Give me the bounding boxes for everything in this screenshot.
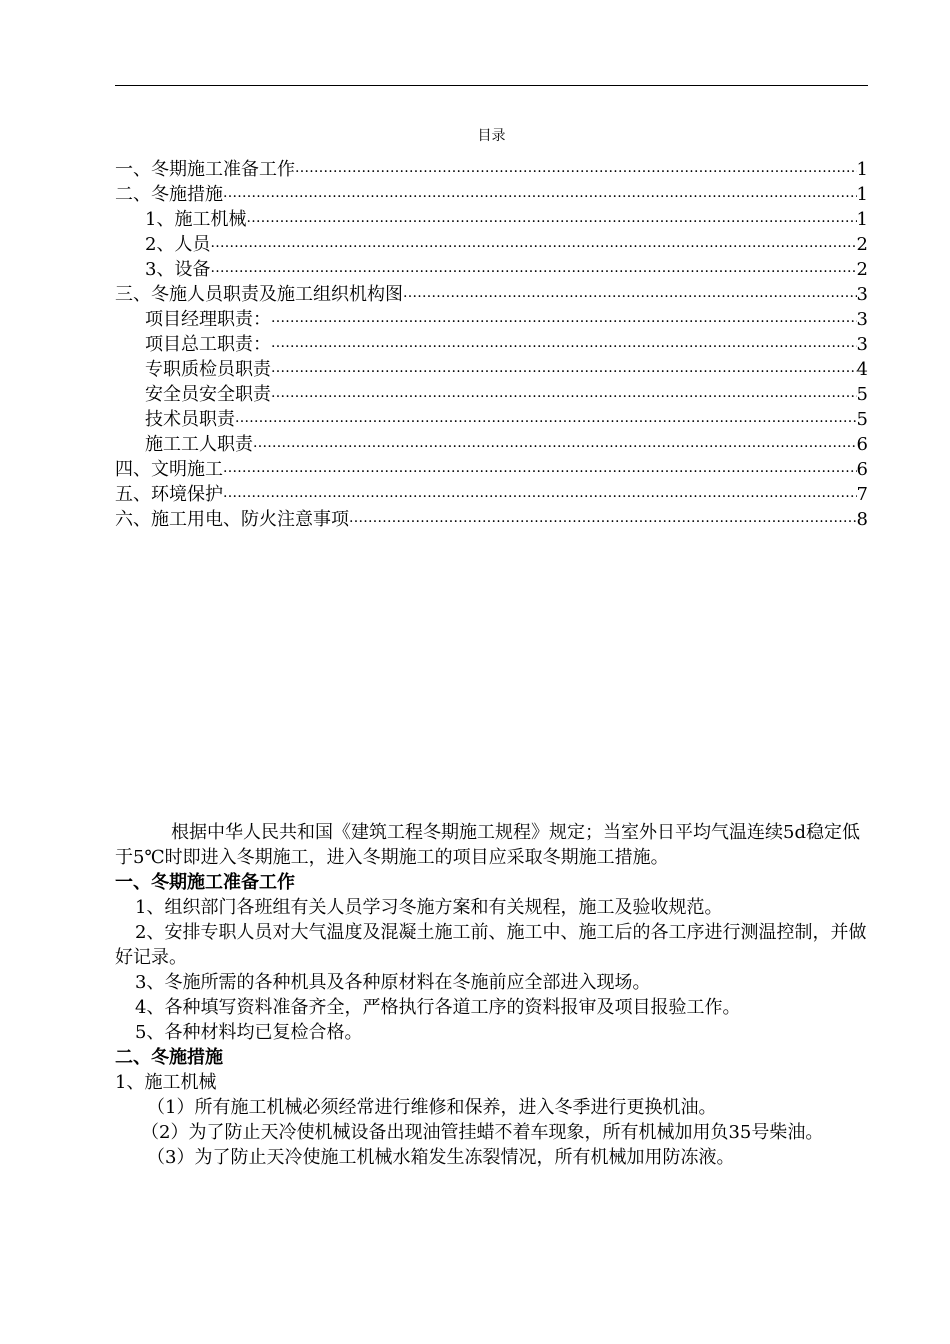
toc-entry-label: 2、人员 [145, 234, 211, 255]
intro-paragraph: 根据中华人民共和国《建筑工程冬期施工规程》规定；当室外日平均气温连续5d稳定低于5℃时即进入冬期施工，进入冬期施工的项目应采取冬期施工措施。 [115, 822, 860, 868]
toc-entry-label: 项目总工职责： [145, 334, 271, 355]
toc-dot-leader [271, 375, 857, 400]
toc-entry-label: 三、冬施人员职责及施工组织机构图 [115, 284, 403, 305]
toc-entry-page: 1 [856, 184, 868, 205]
section1-item: 2、安排专职人员对大气温度及混凝土施工前、施工中、施工后的各工序进行测温控制，并做好记录。 [115, 922, 867, 968]
toc-entry[interactable] [115, 475, 868, 505]
toc-entry-label: 安全员安全职责 [145, 384, 271, 405]
toc-entry-page: 3 [856, 284, 868, 305]
toc-entry-page: 6 [856, 459, 868, 480]
toc-dot-leader [253, 425, 857, 450]
toc-entry[interactable] [115, 200, 868, 230]
toc-entry[interactable] [115, 175, 868, 205]
section2-item: （1）所有施工机械必须经常进行维修和保养，进入冬季进行更换机油。 [147, 1097, 717, 1118]
toc-entry-label: 项目经理职责： [145, 309, 271, 330]
toc-entry-page: 2 [856, 234, 868, 255]
toc-entry-label: 二、冬施措施 [115, 184, 223, 205]
toc-entry-label: 六、施工用电、防火注意事项 [115, 509, 349, 530]
toc-entry[interactable] [115, 250, 868, 280]
section1-item: 3、冬施所需的各种机具及各种原材料在冬施前应全部进入现场。 [135, 972, 651, 993]
section2-item: （2）为了防止天冷使机械设备出现油管挂蜡不着车现象，所有机械加用负35号柴油。 [141, 1122, 824, 1143]
toc-entry-page: 5 [856, 384, 868, 405]
toc-entry-label: 一、冬期施工准备工作 [115, 159, 295, 180]
toc-entry-label: 施工工人职责 [145, 434, 253, 455]
section1-item: 5、各种材料均已复检合格。 [135, 1022, 363, 1043]
toc-dot-leader [210, 250, 856, 275]
toc-entry[interactable] [115, 150, 868, 180]
section1-item: 4、各种填写资料准备齐全，严格执行各道工序的资料报审及项目报验工作。 [135, 997, 741, 1018]
section1-heading: 一、冬期施工准备工作 [115, 872, 295, 893]
toc-entry-page: 3 [856, 309, 868, 330]
toc-entry-page: 8 [856, 509, 868, 530]
toc-title: 目录 [477, 128, 506, 144]
toc-entry-page: 1 [856, 159, 868, 180]
section2-subheading: 1、施工机械 [115, 1072, 217, 1093]
toc-dot-leader [403, 275, 857, 300]
toc-entry-page: 2 [856, 259, 868, 280]
toc-entry[interactable] [115, 275, 868, 305]
toc-dot-leader [223, 475, 857, 500]
table-of-contents [115, 150, 868, 530]
toc-dot-leader [223, 175, 857, 200]
toc-entry-label: 1、施工机械 [145, 209, 247, 230]
section2-item: （3）为了防止天冷使施工机械水箱发生冻裂情况，所有机械加用防冻液。 [147, 1147, 735, 1168]
section1-item: 1、组织部门各班组有关人员学习冬施方案和有关规程，施工及验收规范。 [135, 897, 723, 918]
toc-dot-leader [235, 400, 857, 425]
toc-dot-leader [271, 325, 857, 350]
toc-entry-page: 3 [856, 334, 868, 355]
toc-dot-leader [271, 350, 857, 375]
toc-entry-page: 4 [856, 359, 868, 380]
toc-entry-label: 技术员职责 [145, 409, 235, 430]
toc-entry[interactable] [115, 450, 868, 480]
document-body [115, 820, 868, 1170]
toc-entry-label: 四、文明施工 [115, 459, 223, 480]
toc-dot-leader [349, 500, 857, 525]
toc-entry-page: 5 [856, 409, 868, 430]
toc-entry[interactable] [115, 500, 868, 530]
toc-entry[interactable] [115, 225, 868, 255]
toc-entry-page: 7 [856, 484, 868, 505]
toc-dot-leader [271, 300, 857, 325]
toc-dot-leader [223, 450, 857, 475]
toc-dot-leader [295, 150, 857, 175]
toc-entry-label: 专职质检员职责 [145, 359, 271, 380]
toc-entry-label: 3、设备 [145, 259, 211, 280]
toc-entry-label: 五、环境保护 [115, 484, 223, 505]
toc-dot-leader [246, 200, 856, 225]
toc-dot-leader [210, 225, 856, 250]
toc-entry-page: 1 [856, 209, 868, 230]
section2-heading: 二、冬施措施 [115, 1047, 223, 1068]
header-rule [115, 85, 868, 86]
toc-entry-page: 6 [856, 434, 868, 455]
